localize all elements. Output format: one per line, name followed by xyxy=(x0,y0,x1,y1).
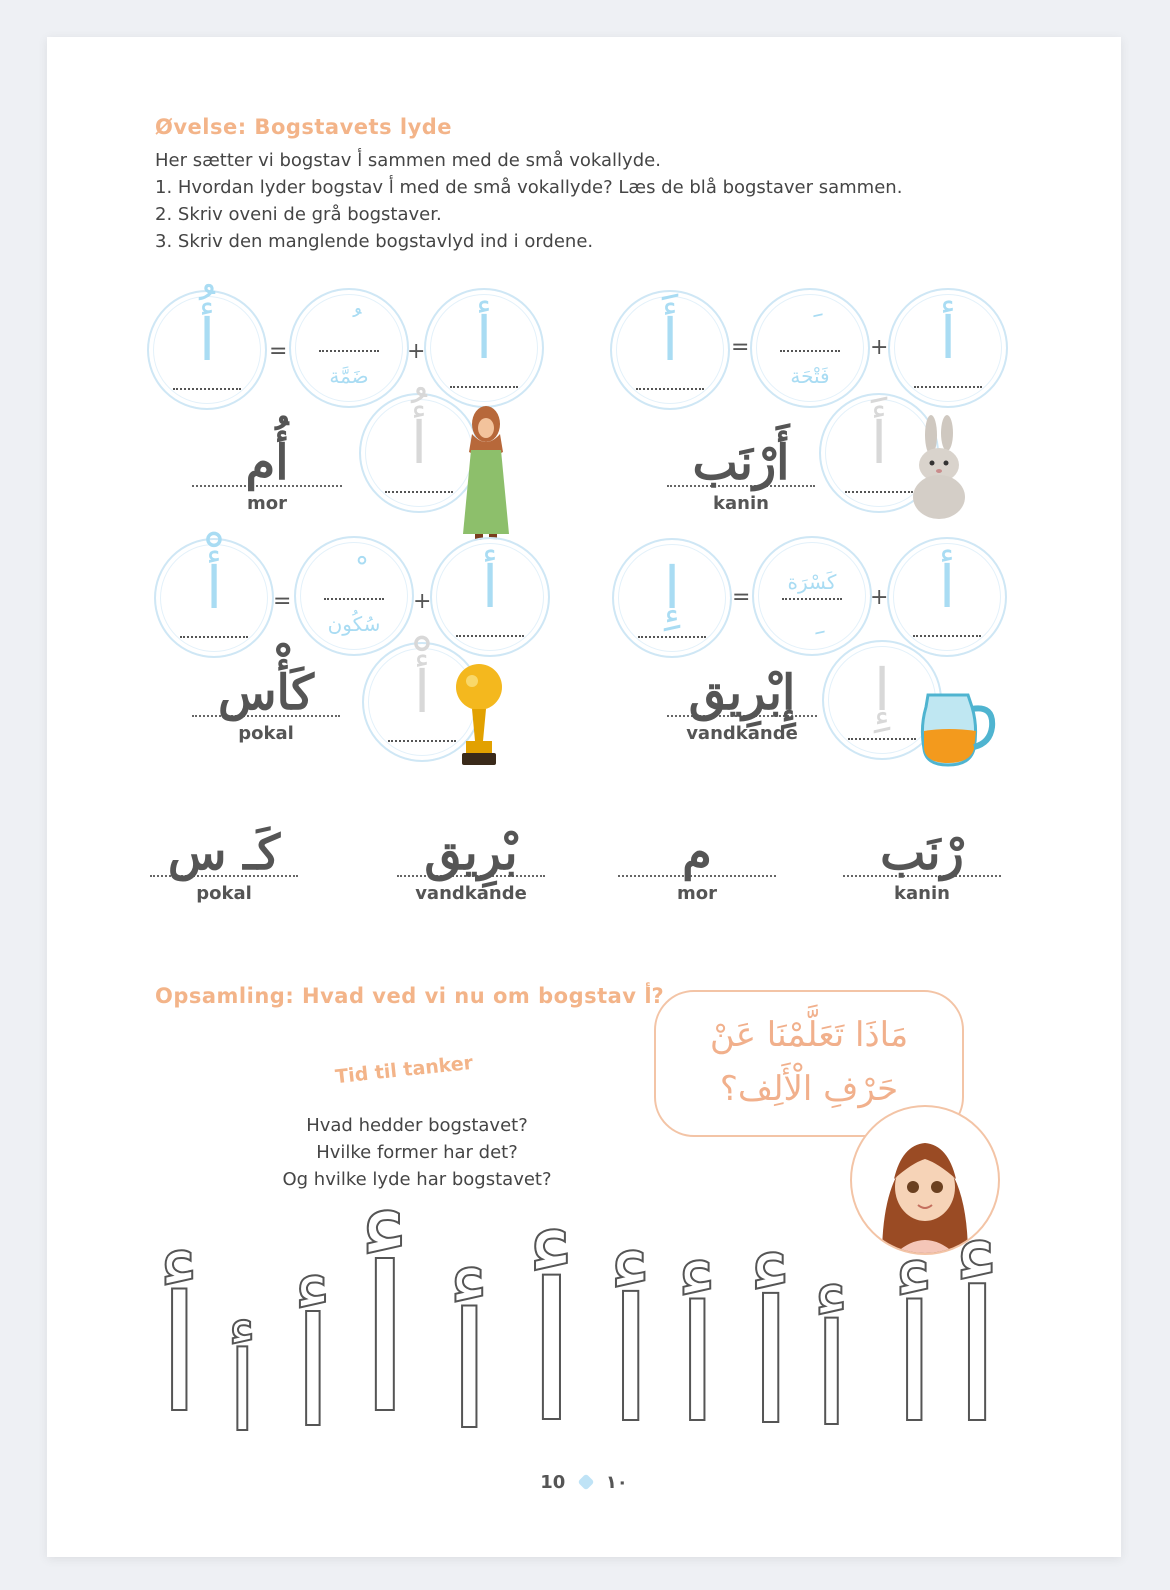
write-line[interactable] xyxy=(324,598,384,600)
write-line[interactable] xyxy=(848,738,916,740)
write-line[interactable] xyxy=(914,386,982,388)
word-card xyxy=(667,665,817,744)
danish-word: mor xyxy=(677,883,717,904)
vowel-name: فَتْحَة xyxy=(790,364,830,388)
page-number xyxy=(47,1472,1121,1493)
write-line[interactable] xyxy=(845,491,913,493)
plus-sign: + xyxy=(870,335,889,360)
vowel-mark xyxy=(291,306,407,344)
arabic-word: إِبْرِيق xyxy=(688,665,796,721)
danish-word: vandkande xyxy=(686,723,798,744)
write-line[interactable] xyxy=(780,350,840,352)
arabic-word: م xyxy=(682,825,712,881)
result-letter: إِ xyxy=(663,554,681,622)
write-line[interactable] xyxy=(173,388,241,390)
exercise-title: Øvelse: Bogstavets lyde xyxy=(155,115,453,139)
write-line[interactable] xyxy=(636,388,704,390)
woman-icon xyxy=(455,402,517,542)
arabic-word: رْنَب xyxy=(880,825,964,881)
question-line: Hvad hedder bogstavet? xyxy=(306,1115,528,1136)
word-card xyxy=(192,435,342,514)
outline-letter: أ xyxy=(812,1295,851,1458)
outline-letter: أ xyxy=(447,1278,492,1465)
equals-sign: = xyxy=(732,585,751,610)
bubble-line: حَرْفِ الْأَلِف؟ xyxy=(719,1069,899,1109)
outline-letter: أ xyxy=(607,1263,655,1461)
think-questions xyxy=(217,1112,617,1193)
trace-letter: أَ xyxy=(870,409,888,477)
page-number-latin: 10 xyxy=(540,1472,566,1493)
vowel-circle xyxy=(294,536,414,656)
arabic-word: أُم xyxy=(245,435,289,491)
plus-sign: + xyxy=(407,339,426,364)
outline-letter: أ xyxy=(157,1261,202,1448)
fill-word xyxy=(843,825,1001,904)
danish-word: pokal xyxy=(196,883,252,904)
arabic-word: كَأْس xyxy=(217,665,315,721)
girl-avatar xyxy=(850,1105,1000,1255)
arabic-word: أَرْنَب xyxy=(692,435,790,491)
write-line[interactable] xyxy=(456,635,524,637)
equals-sign: = xyxy=(731,335,750,360)
page-number-arabic: ١٠ xyxy=(605,1472,628,1493)
summary-title: Opsamling: Hvad ved vi nu om bogstav أ? xyxy=(155,984,664,1008)
instruction-line: 2. Skriv oveni de grå bogstaver. xyxy=(155,204,442,225)
word-card xyxy=(192,665,340,744)
danish-word: pokal xyxy=(238,723,294,744)
outline-letter: أ xyxy=(525,1243,578,1464)
think-label: Tid til tanker xyxy=(334,1051,475,1089)
result-letter: أْ xyxy=(205,554,223,622)
danish-word: mor xyxy=(247,493,287,514)
question-line: Og hvilke lyde har bogstavet? xyxy=(282,1169,552,1190)
bubble-line: مَاذَا تَعَلَّمْنَا عَنْ xyxy=(709,1015,909,1055)
outline-letter: أ xyxy=(227,1328,258,1456)
vowel-circle xyxy=(750,288,870,408)
exercise-instructions xyxy=(155,147,1055,255)
outline-letter: أ xyxy=(747,1265,795,1463)
danish-word: vandkande xyxy=(415,883,527,904)
vowel-circle xyxy=(289,288,409,408)
vowel-name: سُكُون xyxy=(327,612,381,636)
fill-word xyxy=(618,825,776,904)
result-circle xyxy=(154,538,274,658)
equals-sign: = xyxy=(269,339,288,364)
outline-letter: أ xyxy=(952,1254,1003,1463)
equals-sign: = xyxy=(273,589,292,614)
result-circle xyxy=(610,290,730,410)
letter-circle xyxy=(888,288,1008,408)
result-letter: أَ xyxy=(661,306,679,374)
letter-circle xyxy=(424,288,544,408)
fill-word xyxy=(150,825,298,904)
base-letter: أ xyxy=(481,553,499,621)
write-line[interactable] xyxy=(782,598,842,600)
result-circle xyxy=(612,538,732,658)
danish-word: kanin xyxy=(894,883,950,904)
write-line[interactable] xyxy=(180,636,248,638)
vowel-circle xyxy=(752,536,872,656)
trace-letter: أُ xyxy=(410,409,428,477)
plus-sign: + xyxy=(870,585,889,610)
write-line[interactable] xyxy=(319,350,379,352)
word-card xyxy=(667,435,815,514)
diamond-icon xyxy=(577,1474,594,1491)
vowel-mark xyxy=(754,600,870,638)
question-line: Hvilke former har det? xyxy=(316,1142,518,1163)
result-circle xyxy=(147,290,267,410)
base-letter: أ xyxy=(938,553,956,621)
vowel-mark xyxy=(296,554,412,592)
trace-letter: أْ xyxy=(413,658,431,726)
base-letter: أ xyxy=(939,304,957,372)
write-line[interactable] xyxy=(385,491,453,493)
trophy-icon xyxy=(454,661,504,769)
outline-letter: أ xyxy=(675,1271,720,1458)
result-letter: أُ xyxy=(198,306,216,374)
fill-word xyxy=(397,825,545,904)
write-line[interactable] xyxy=(450,386,518,388)
plus-sign: + xyxy=(413,589,432,614)
rabbit-icon xyxy=(905,415,975,520)
vowel-mark xyxy=(752,306,868,344)
outline-letter: أ xyxy=(292,1287,334,1461)
outline-letter: أ xyxy=(357,1225,413,1458)
arabic-word: بْرِيق xyxy=(424,825,518,881)
instruction-line: 3. Skriv den manglende bogstavlyd ind i ordene. xyxy=(155,231,594,252)
base-letter: أ xyxy=(475,304,493,372)
write-line[interactable] xyxy=(913,635,981,637)
instruction-line: 1. Hvordan lyder bogstav أ med de små vokallyde? Læs de blå bogstaver sammen. xyxy=(155,177,903,198)
arabic-word: كَـ س xyxy=(167,825,281,881)
worksheet-page xyxy=(47,37,1121,1557)
danish-word: kanin xyxy=(713,493,769,514)
write-line[interactable] xyxy=(388,740,456,742)
letter-circle xyxy=(430,537,550,657)
vowel-name: ضَمَّة xyxy=(329,364,369,388)
jug-icon xyxy=(918,687,996,769)
write-line[interactable] xyxy=(638,636,706,638)
instruction-line: Her sætter vi bogstav أ sammen med de små vokallyde. xyxy=(155,150,661,171)
trace-letter: إِ xyxy=(873,656,891,724)
letter-circle xyxy=(887,537,1007,657)
outline-letter: أ xyxy=(892,1271,937,1458)
vowel-name: كَسْرَة xyxy=(787,570,837,594)
